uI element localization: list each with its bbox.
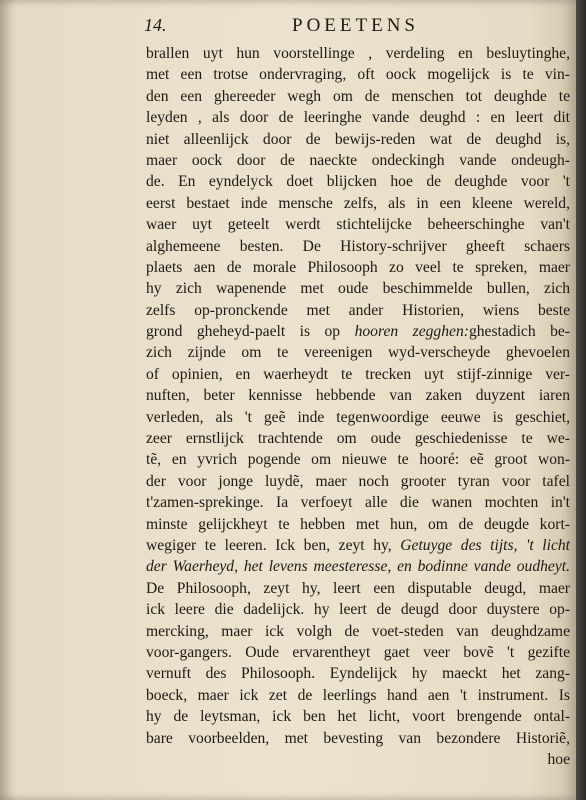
text-line bbox=[146, 535, 570, 556]
text-line: hoe bbox=[547, 750, 570, 768]
text-line: brallen uyt hun voorstellinge , verdeling en besluytinghe, bbox=[146, 45, 570, 62]
text-line: niet alleenlijck door de bewijs-reden wat de deughd is, bbox=[146, 130, 570, 148]
italic-phrase: der Waerheyd, het levens meesteresse, en bodinne vande oudheyt. bbox=[146, 558, 570, 576]
text-line: met een trotse ondervraging, oft oock mogelijck is te vin- bbox=[146, 66, 570, 84]
text-line bbox=[146, 321, 570, 342]
text-line: bare voorbeelden, met bevesting van bezondere Historiẽ, bbox=[146, 729, 570, 747]
text-line: waer uyt geteelt werdt stichtelijcke beheerschinghe van't bbox=[146, 216, 570, 234]
text-line: nuften, beter kennisse hebbende van zaken duyzent iaren bbox=[146, 387, 570, 405]
text-line: eerst bestaet inde mensche zelfs, als in een kleene wereld, bbox=[146, 194, 570, 212]
text-line: minste gelijckheyt te hebben met hun, om de deugde kort- bbox=[146, 515, 570, 533]
text-line: tẽ, en yvrich pogende om nieuwe te hooré: eẽ groot won- bbox=[146, 451, 570, 469]
book-edge bbox=[576, 0, 586, 800]
text-line: zeer ernstlijck trachtende om oude geschiedenisse te we- bbox=[146, 430, 570, 448]
text-line: t'zamen-sprekinge. Ia verfoeyt alle die wanen mochten in't bbox=[146, 494, 570, 512]
text-line: vernuft des Philosooph. Eyndelijck hy maeckt het zang- bbox=[146, 665, 570, 683]
text-line: alghemeene besten. De History-schrijver gheeft schaers bbox=[146, 237, 570, 255]
text-line: mercking, maer ick volgh de voet-steden van deughdzame bbox=[146, 622, 570, 640]
line-text: grond gheheyd-paelt is op bbox=[146, 323, 355, 341]
line-text: ghestadich be- bbox=[468, 323, 570, 341]
running-head bbox=[144, 13, 444, 39]
running-title: POEETENS bbox=[292, 15, 419, 36]
text-line: hy zich wapenende met oude beschimmelde bullen, zich bbox=[146, 280, 570, 298]
text-line: de. En eyndelyck doet blijcken hoe de deughde voor 't bbox=[146, 173, 570, 191]
text-line bbox=[146, 556, 570, 577]
text-line: of opinien, en waerheydt te trecken uyt stijf-zinnige ver- bbox=[146, 365, 570, 383]
text-line: leyden , als door de leeringhe vande deughd : en leert dit bbox=[146, 109, 570, 127]
text-line: verleden, als 't geẽ inde tegenwoordige eeuwe is geschiet, bbox=[146, 408, 570, 426]
text-line: maer oock door de naeckte ondeckingh vande ondeugh- bbox=[146, 151, 570, 169]
text-line: zelfs op-pronckende met ander Historien, wiens beste bbox=[146, 301, 570, 319]
text-line: zich zijnde om te vereenigen wyd-verscheyde ghevoelen bbox=[146, 344, 570, 362]
page-number: 14. bbox=[144, 15, 167, 35]
line-text: wegiger te leeren. Ick ben, zeyt hy, bbox=[146, 536, 401, 554]
italic-phrase: hooren zegghen: bbox=[354, 323, 469, 341]
text-line: der voor jonge luydẽ, maer noch grooter tyran voor tafel bbox=[146, 472, 570, 490]
text-line: boeck, maer ick zet de leerlings hand aen 't instrument. Is bbox=[146, 686, 570, 704]
text-line: voor-gangers. Oude ervarentheyt gaet veer bovẽ 't gezifte bbox=[146, 643, 570, 661]
text-line: plaets aen de morale Philosooph zo veel te spreken, maer bbox=[146, 258, 570, 276]
italic-phrase: Getuyge des tijts, 't licht bbox=[400, 536, 571, 554]
text-line: ick leere die dadelijck. hy leert de deugd door duystere op- bbox=[146, 601, 570, 619]
text-line: De Philosooph, zeyt hy, leert een disputable deugd, maer bbox=[146, 579, 570, 597]
body-text bbox=[146, 43, 570, 770]
text-line: hy de leytsman, ick ben het licht, voort brengende ontal- bbox=[146, 708, 570, 726]
text-line: den een ghereeder wegh om de menschen tot deughde te bbox=[146, 87, 570, 105]
